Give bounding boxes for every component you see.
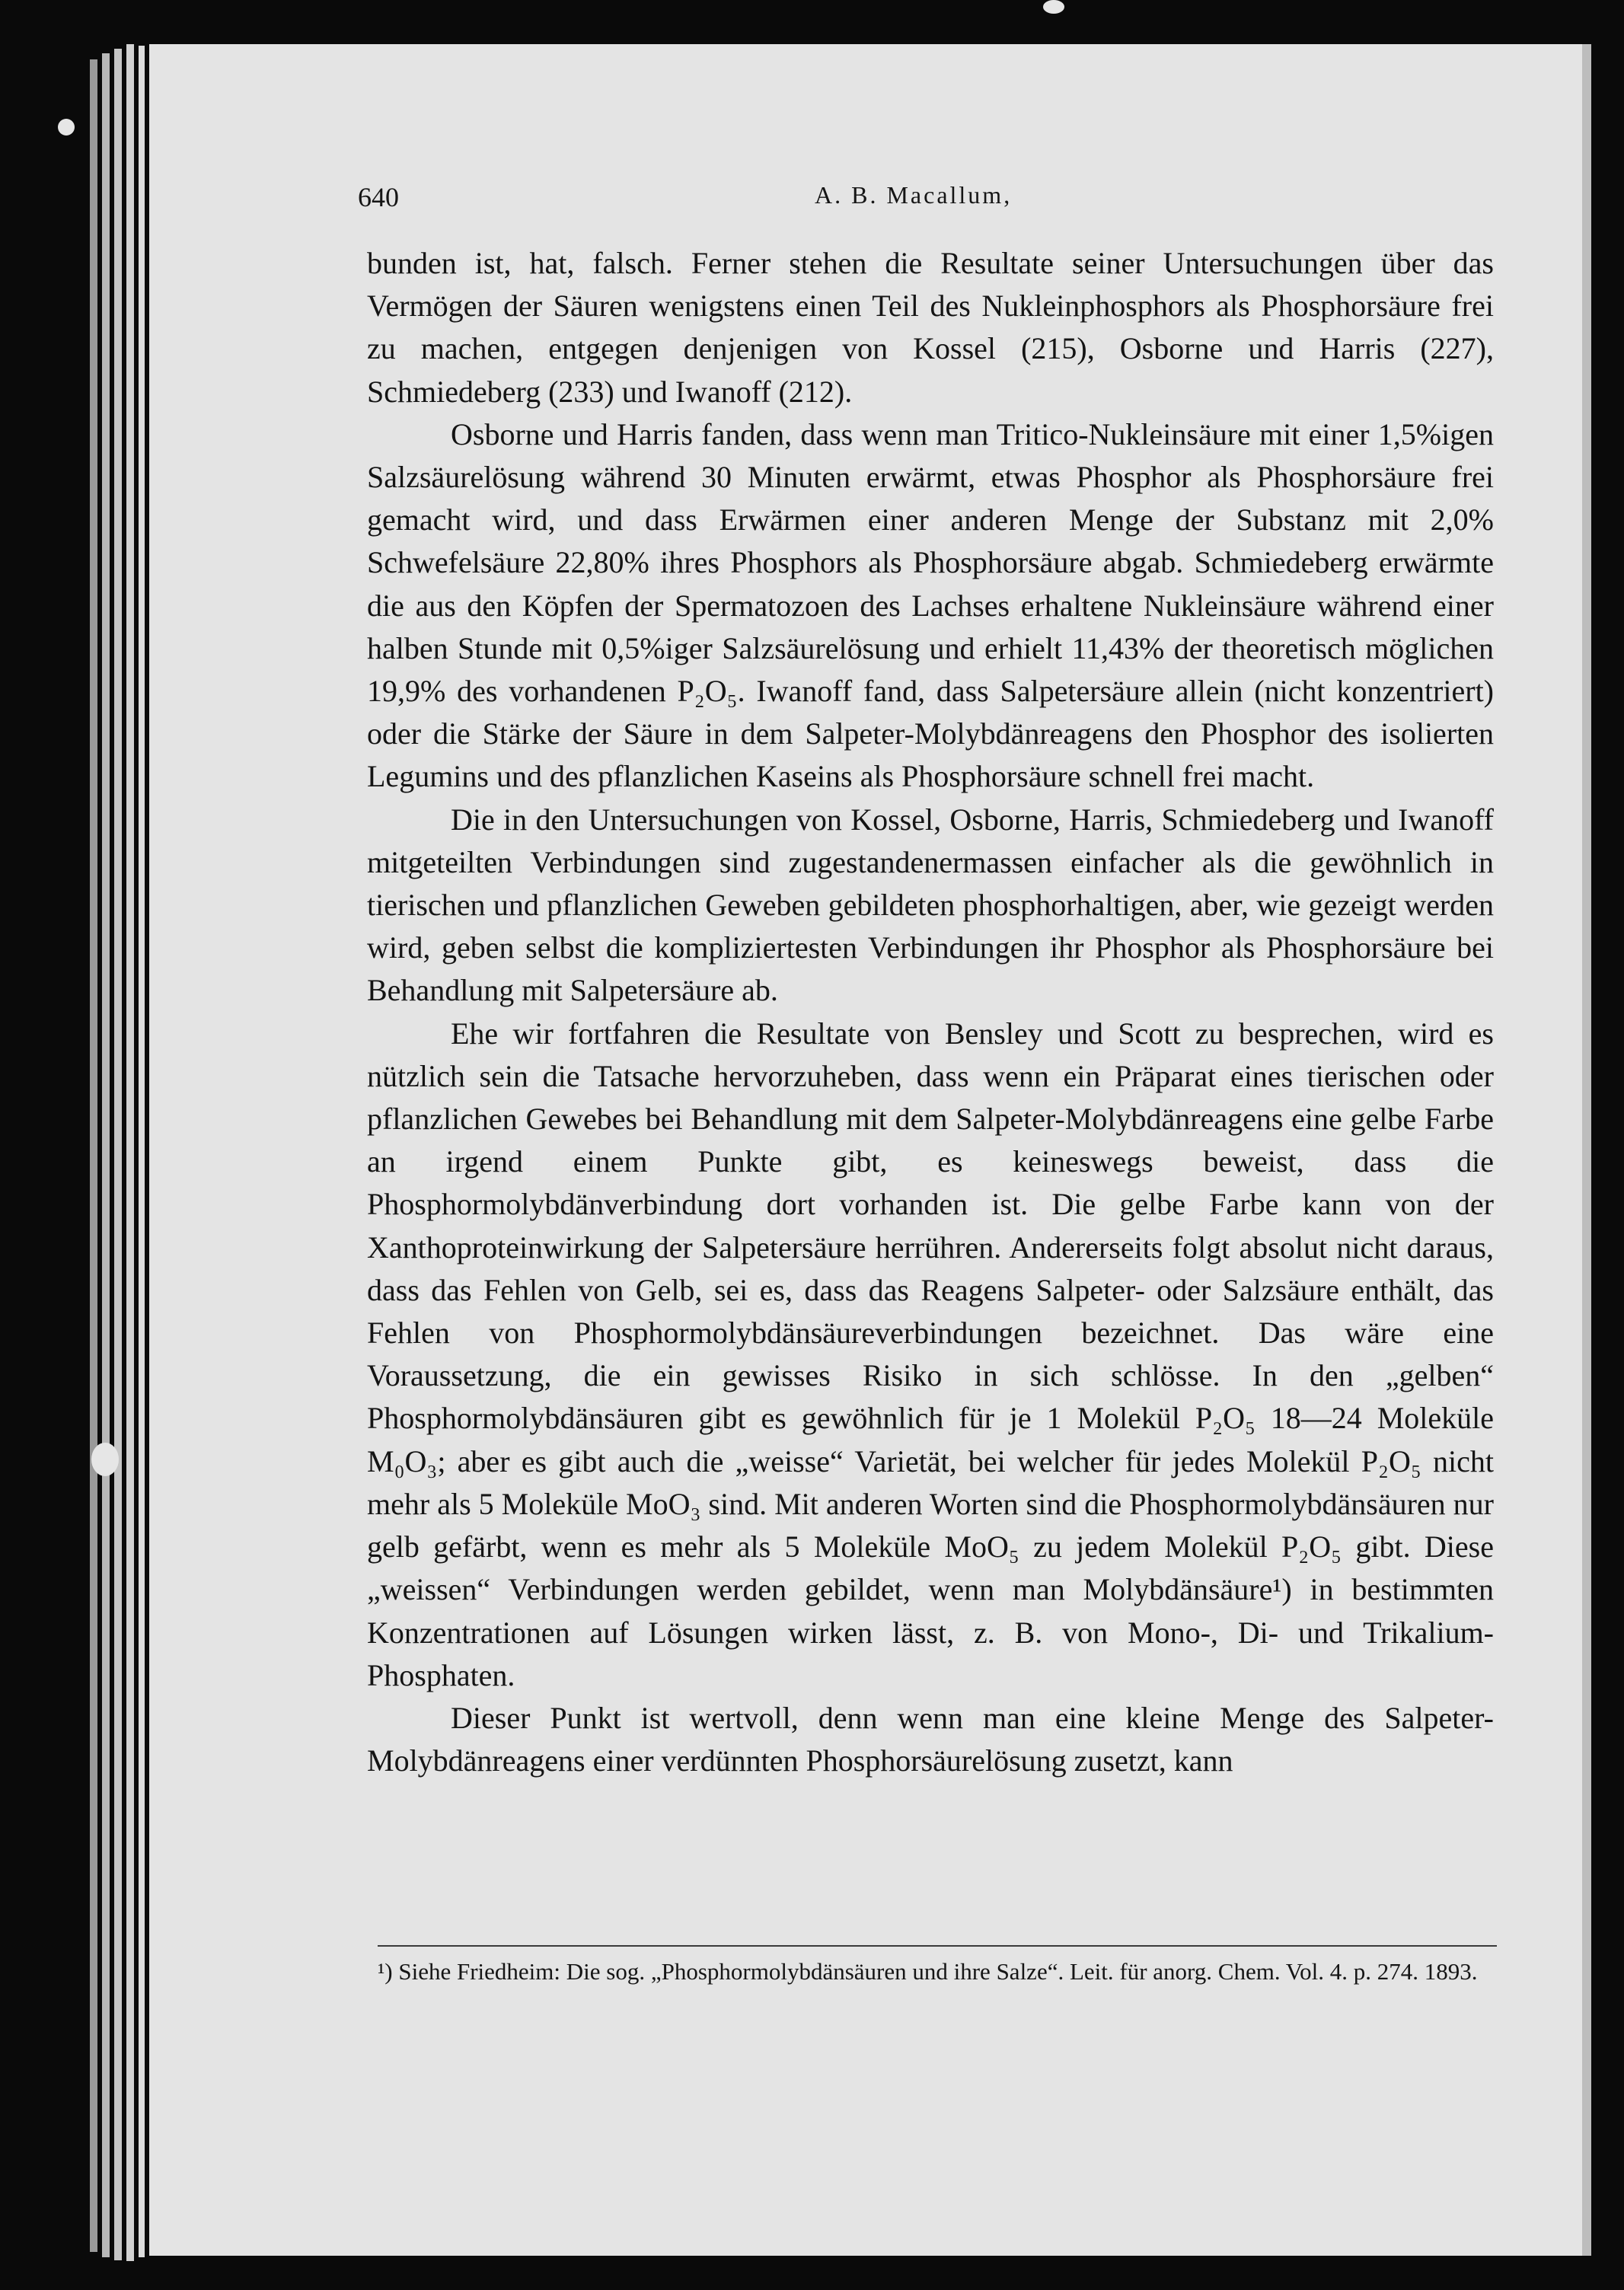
scan-speck <box>1043 0 1064 14</box>
page-edge <box>114 49 122 2260</box>
running-head: A. B. Macallum, <box>815 181 1013 209</box>
paragraph: Die in den Untersuchungen von Kossel, Osborne, Harris, Schmiedeberg und Iwanoff mitgeteilten Verbindungen sind zugestandenermassen einfacher als die gewöhnlich in tierischen und pflanzlichen Geweben gebildeten phosphorhaltigen, aber, wie gezeigt werden wird, geben selbst die kompliziertesten Verbindungen ihr Phosphor als Phosphorsäure bei Behandlung mit Salpetersäure ab. <box>367 802 1494 1008</box>
scan-speck <box>58 119 75 136</box>
scan-speck <box>91 1443 119 1476</box>
paragraph: bunden ist, hat, falsch. Ferner stehen die Resultate seiner Untersuchungen über das Vermögen der Säuren wenigstens einen Teil des Nukleinphosphors als Phosphorsäure frei zu machen, entgegen denjenigen von Kossel (215), Osborne und Harris (227), Schmiedeberg (233) und Iwanoff (212). <box>367 246 1494 409</box>
footnote-rule <box>378 1945 1497 1947</box>
paragraph: Osborne und Harris fanden, dass wenn man Tritico-Nukleinsäure mit einer 1,5%igen Salzsäurelösung während 30 Minuten erwärmt, etwas Phosphor als Phosphorsäure frei gemacht wird, und dass Erwärmen einer anderen Menge der Substanz mit 2,0% Schwefelsäure 22,80% ihres Phosphors als Phosphorsäure abgab. Schmiedeberg erwärmte die aus den Köpfen der Spermatozoen des Lachses erhaltene Nukleinsäure während einer halben Stunde mit 0,5%iger Salzsäurelösung und erhielt 11,43% der theoretisch möglichen 19,9% des vorhandenen P₂O₅. Iwanoff fand, dass Salpetersäure allein (nicht konzentriert) oder die Stärke der Säure in dem Salpeter-Molybdänreagens den Phosphor des isolierten Legumins und des pflanzlichen Kaseins als Phosphorsäure schnell frei macht. <box>367 416 1494 794</box>
footnote <box>378 1954 1497 1990</box>
page-right-edge <box>1582 44 1591 2256</box>
page-edge <box>126 44 134 2261</box>
page-edge <box>102 53 110 2257</box>
page-edge <box>139 46 145 2257</box>
body-text <box>367 242 1494 1782</box>
page-number: 640 <box>358 182 399 212</box>
footnote-text: ¹) Siehe Friedheim: Die sog. „Phosphormolybdänsäuren und ihre Salze“. Leit. für anorg. Chem. Vol. 4. p. 274. 1893. <box>378 1958 1478 1985</box>
paragraph: Ehe wir fortfahren die Resultate von Bensley und Scott zu besprechen, wird es nützlich sein die Tatsache hervorzuheben, dass wenn ein Präparat eines tierischen oder pflanzlichen Gewebes bei Behandlung mit dem Salpeter-Molybdänreagens eine gelbe Farbe an irgend einem Punkte gibt, es keineswegs beweist, dass die Phosphormolybdänverbindung dort vorhanden ist. Die gelbe Farbe kann von der Xanthoproteinwirkung der Salpetersäure herrühren. Andererseits folgt absolut nicht daraus, dass das Fehlen von Gelb, sei es, dass das Reagens Salpeter- oder Salzsäure enthält, das Fehlen von Phosphormolybdänsäureverbindungen bezeichnet. Das wäre eine Voraussetzung, die ein gewisses Risiko in sich schlösse. In den „gelben“ Phosphormolybdänsäuren gibt es gewöhnlich für je 1 Molekül P₂O₅ 18—24 Moleküle M₀O₃; aber es gibt auch die „weisse“ Varietät, bei welcher für jedes Molekül P₂O₅ nicht mehr als 5 Moleküle MoO₃ sind. Mit anderen Worten sind die Phosphormolybdänsäuren nur gelb gefärbt, wenn es mehr als 5 Moleküle MoO₅ zu jedem Molekül P₂O₅ gibt. Diese „weissen“ Verbindungen werden gebildet, wenn man Molybdänsäure¹) in bestimmten Konzentrationen auf Lösungen wirken lässt, z. B. von Mono-, Di- und Trikalium-Phosphaten. <box>367 1016 1494 1692</box>
page-edge <box>90 59 97 2252</box>
paragraph: Dieser Punkt ist wertvoll, denn wenn man eine kleine Menge des Salpeter-Molybdänreagens einer verdünnten Phosphorsäurelösung zusetzt, kann <box>367 1700 1494 1778</box>
page-header <box>358 181 1500 227</box>
